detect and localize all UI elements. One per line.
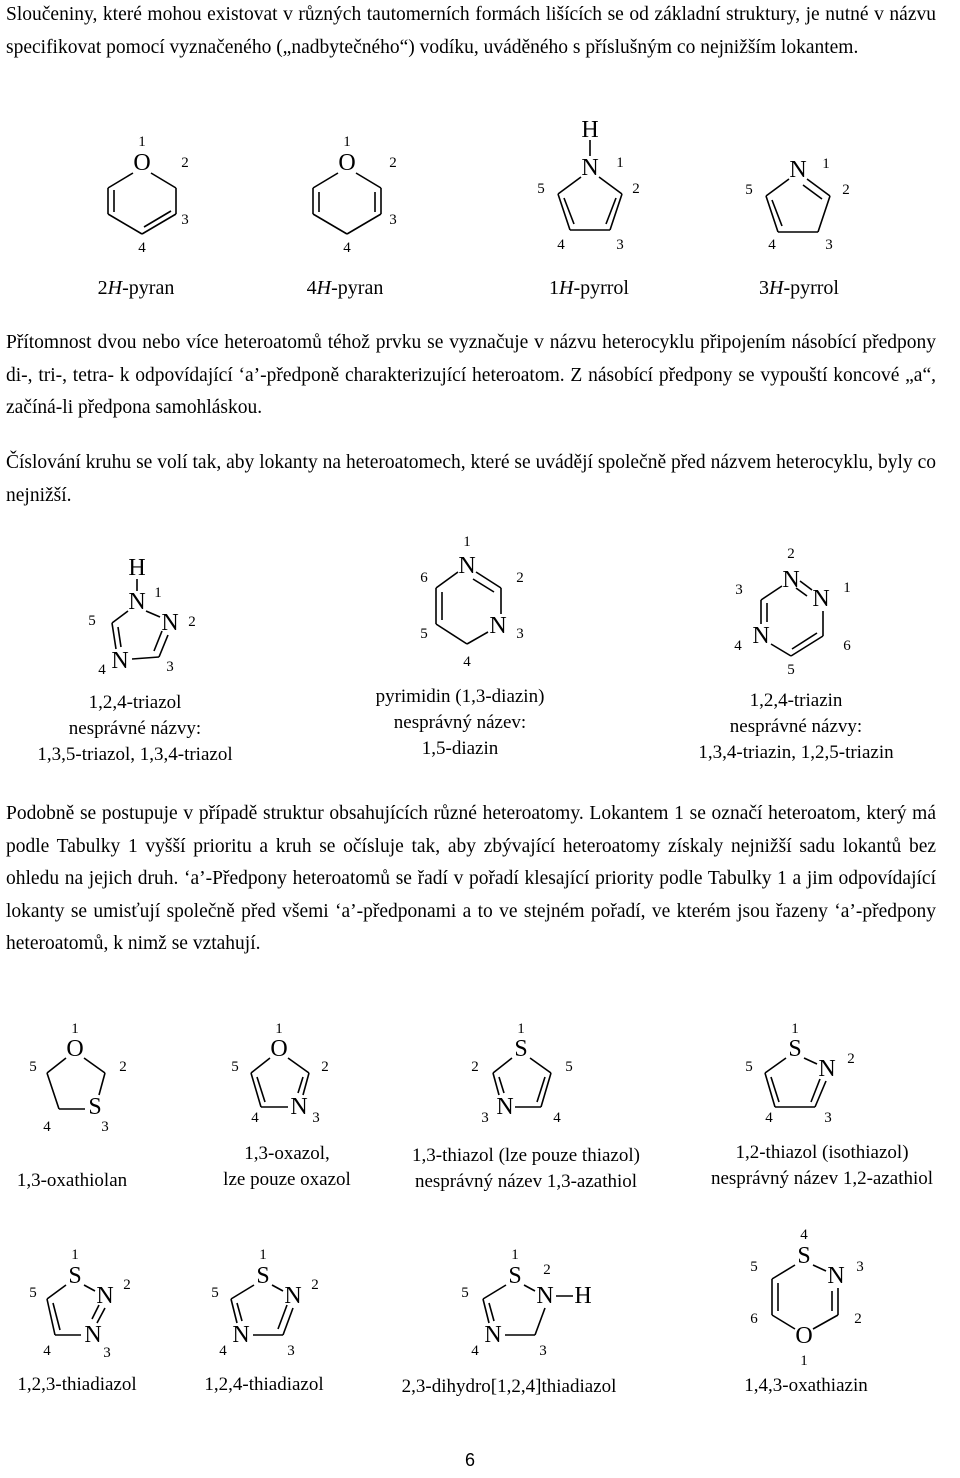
svg-text:5: 5: [537, 181, 545, 197]
svg-text:S: S: [788, 1036, 802, 1062]
svg-text:1: 1: [71, 1021, 79, 1037]
svg-text:3: 3: [824, 1110, 832, 1126]
svg-text:1: 1: [511, 1247, 519, 1263]
svg-text:N: N: [789, 157, 807, 183]
caption-124-triazol: 1,2,4-triazol nesprávné názvy: 1,3,5-triazol, 1,3,4-triazol: [37, 692, 233, 765]
structure-3h-pyrrol: [736, 150, 866, 260]
svg-text:N: N: [812, 586, 830, 612]
svg-text:1: 1: [343, 134, 351, 150]
svg-text:1: 1: [275, 1021, 283, 1037]
svg-text:1: 1: [517, 1021, 525, 1037]
structure-124-triazin: [725, 540, 865, 680]
svg-text:3: 3: [287, 1343, 295, 1359]
svg-text:3: 3: [389, 212, 397, 228]
structure-13-oxathiolan: [25, 1017, 140, 1137]
svg-text:3: 3: [103, 1345, 111, 1361]
svg-text:O: O: [66, 1036, 84, 1062]
svg-text:N: N: [284, 1283, 302, 1309]
svg-text:4: 4: [219, 1343, 227, 1359]
caption-143-oxathiazin: 1,4,3-oxathiazin: [744, 1375, 868, 1396]
svg-text:N: N: [581, 155, 599, 181]
svg-text:2: 2: [854, 1311, 862, 1327]
svg-text:1: 1: [843, 580, 851, 596]
structure-23-dihydro-124-thiadiazol: [455, 1243, 605, 1363]
svg-text:3: 3: [856, 1259, 864, 1275]
svg-text:N: N: [232, 1322, 250, 1348]
caption-13-oxazol: 1,3-oxazol, lze pouze oxazol: [223, 1143, 351, 1190]
svg-text:3: 3: [516, 626, 524, 642]
svg-text:4: 4: [98, 662, 106, 678]
svg-text:5: 5: [420, 626, 428, 642]
svg-text:5: 5: [745, 1059, 753, 1075]
svg-text:5: 5: [29, 1059, 37, 1075]
structure-123-thiadiazol: [25, 1243, 145, 1363]
svg-text:4: 4: [43, 1119, 51, 1135]
caption-1h-pyrrol: 1H-pyrrol: [549, 277, 629, 299]
svg-text:1: 1: [138, 134, 146, 150]
svg-text:N: N: [782, 567, 800, 593]
svg-text:4: 4: [557, 237, 565, 253]
structure-4h-pyran: [295, 120, 405, 260]
svg-text:3: 3: [735, 582, 743, 598]
svg-text:1: 1: [800, 1353, 808, 1369]
svg-text:2: 2: [543, 1262, 551, 1278]
svg-text:3: 3: [616, 237, 624, 253]
ring-numbering-paragraph: Číslování kruhu se volí tak, aby lokanty na heteroatomech, které se uvádějí společně před názvem heterocyklu, byly co nejnižší.: [6, 452, 936, 506]
svg-text:S: S: [88, 1094, 102, 1120]
svg-text:4: 4: [553, 1110, 561, 1126]
svg-text:N: N: [84, 1322, 102, 1348]
svg-text:5: 5: [29, 1285, 37, 1301]
caption-124-thiadiazol: 1,2,4-thiadiazol: [204, 1374, 324, 1395]
structure-13-oxazol: [223, 1017, 343, 1137]
caption-4h-pyran: 4H-pyran: [306, 277, 384, 299]
svg-text:2: 2: [842, 182, 850, 198]
svg-text:2: 2: [188, 614, 196, 630]
svg-text:3: 3: [101, 1119, 109, 1135]
svg-text:3: 3: [181, 212, 189, 228]
svg-text:2: 2: [471, 1059, 479, 1075]
svg-text:1: 1: [791, 1021, 799, 1037]
svg-text:2: 2: [389, 155, 397, 171]
svg-text:2: 2: [847, 1051, 855, 1067]
svg-text:N: N: [496, 1094, 514, 1120]
structure-12-thiazol: [735, 1017, 865, 1137]
intro-paragraph: Sloučeniny, které mohou existovat v různých tautomerních formách lišících se od základní struktury, je nutné v názvu specifikovat pomocí vyznačeného („nadbytečného“) vodíku, uváděného s příslušným co nejnižším lokantem.: [6, 4, 936, 58]
svg-text:4: 4: [768, 237, 776, 253]
svg-text:3: 3: [166, 659, 174, 675]
svg-text:5: 5: [787, 662, 795, 678]
svg-text:3: 3: [312, 1110, 320, 1126]
svg-text:3: 3: [481, 1110, 489, 1126]
svg-text:H: H: [581, 117, 599, 143]
structure-143-oxathiazin: [740, 1223, 870, 1373]
svg-text:N: N: [489, 613, 507, 639]
page-number: 6: [464, 1450, 476, 1470]
svg-text:6: 6: [750, 1311, 758, 1327]
structure-124-thiadiazol: [205, 1243, 325, 1363]
svg-text:4: 4: [138, 240, 146, 256]
svg-text:4: 4: [251, 1110, 259, 1126]
svg-text:4: 4: [43, 1343, 51, 1359]
svg-text:6: 6: [420, 570, 428, 586]
svg-text:N: N: [458, 553, 476, 579]
svg-text:N: N: [752, 623, 770, 649]
caption-123-thiadiazol: 1,2,3-thiadiazol: [17, 1374, 137, 1395]
structure-13-thiazol: [465, 1017, 585, 1137]
mixed-heteroatoms-paragraph: Podobně se postupuje v případě struktur obsahujících různé heteroatomy. Lokantem 1 se označí heteroatom, který má podle Tabulky 1 vyšší prioritu a kruh se očísluje tak, aby zbývající heteroatomy získaly nejnižší sadu lokantů bez ohledu na jejich druh. ‘a’-Předpony heteroatomů se řadí v pořadí klesající priority podle Tabulky 1 a jim odpovídající lokanty se umisťují společně před všemi ‘a’-předponami a to ve stejném pořadí, ve kterém jsou řazeny ‘a’-předpony heteroatomů, k nimž se vztahují.: [6, 803, 936, 954]
svg-text:5: 5: [750, 1259, 758, 1275]
svg-text:5: 5: [231, 1059, 239, 1075]
svg-text:S: S: [508, 1263, 522, 1289]
svg-text:2: 2: [321, 1059, 329, 1075]
svg-text:4: 4: [765, 1110, 773, 1126]
structure-pyrimidin: [410, 530, 540, 675]
svg-text:N: N: [96, 1283, 114, 1309]
svg-text:N: N: [827, 1263, 845, 1289]
structure-2h-pyran: [90, 120, 200, 260]
svg-text:N: N: [128, 589, 146, 615]
structure-124-triazol: [80, 555, 210, 680]
svg-text:1: 1: [71, 1247, 79, 1263]
svg-text:1: 1: [616, 155, 624, 171]
svg-text:H: H: [574, 1283, 592, 1309]
svg-text:5: 5: [211, 1285, 219, 1301]
svg-text:S: S: [256, 1263, 270, 1289]
svg-text:2: 2: [632, 181, 640, 197]
svg-text:4: 4: [463, 654, 471, 670]
svg-text:4: 4: [343, 240, 351, 256]
svg-text:S: S: [797, 1243, 811, 1269]
svg-text:1: 1: [463, 534, 471, 550]
svg-text:4: 4: [734, 638, 742, 654]
svg-text:N: N: [290, 1094, 308, 1120]
svg-text:5: 5: [565, 1059, 573, 1075]
svg-text:6: 6: [843, 638, 851, 654]
svg-text:2: 2: [516, 570, 524, 586]
heteroatom-multiplier-paragraph: Přítomnost dvou nebo více heteroatomů téhož prvku se vyznačuje v názvu heterocyklu připojením násobící předpony di-, tri-, tetra- k odpovídající ‘a’-předponě charakterizující heteroatom. Z násobící předpony se vypouští koncové „a“, začíná-li předpona samohláskou.: [6, 332, 936, 418]
svg-text:O: O: [270, 1036, 288, 1062]
caption-13-thiazol: 1,3-thiazol (lze pouze thiazol) nesprávný název 1,3-azathiol: [412, 1145, 640, 1192]
svg-text:S: S: [68, 1263, 82, 1289]
svg-text:3: 3: [539, 1343, 547, 1359]
svg-text:O: O: [133, 150, 151, 176]
svg-text:O: O: [338, 150, 356, 176]
svg-text:N: N: [484, 1322, 502, 1348]
svg-text:2: 2: [119, 1059, 127, 1075]
svg-text:O: O: [795, 1323, 813, 1349]
svg-text:4: 4: [471, 1343, 479, 1359]
caption-124-triazin: 1,2,4-triazin nesprávné názvy: 1,3,4-triazin, 1,2,5-triazin: [698, 690, 894, 763]
svg-text:5: 5: [88, 613, 96, 629]
caption-3h-pyrrol: 3H-pyrrol: [759, 277, 839, 299]
svg-text:2: 2: [787, 546, 795, 562]
svg-text:5: 5: [461, 1285, 469, 1301]
svg-text:N: N: [161, 610, 179, 636]
svg-text:4: 4: [800, 1227, 808, 1243]
caption-13-oxathiolan: 1,3-oxathiolan: [16, 1170, 128, 1191]
svg-text:2: 2: [311, 1277, 319, 1293]
svg-text:1: 1: [154, 585, 162, 601]
svg-text:2: 2: [181, 155, 189, 171]
svg-text:S: S: [514, 1036, 528, 1062]
caption-2h-pyran: 2H-pyran: [97, 277, 175, 299]
svg-text:1: 1: [259, 1247, 267, 1263]
svg-text:1: 1: [822, 156, 830, 172]
svg-text:5: 5: [745, 182, 753, 198]
svg-text:N: N: [536, 1283, 554, 1309]
svg-text:N: N: [111, 648, 129, 674]
svg-text:H: H: [128, 555, 146, 581]
caption-pyrimidin: pyrimidin (1,3-diazin) nesprávný název: 1,5-diazin: [375, 686, 545, 759]
caption-12-thiazol: 1,2-thiazol (isothiazol) nesprávný název 1,2-azathiol: [710, 1142, 934, 1189]
svg-text:2: 2: [123, 1277, 131, 1293]
svg-text:N: N: [818, 1056, 836, 1082]
svg-text:3: 3: [825, 237, 833, 253]
structure-1h-pyrrol: [528, 118, 658, 258]
caption-23-dihydro-thiadiazol: 2,3-dihydro[1,2,4]thiadiazol: [401, 1376, 617, 1397]
